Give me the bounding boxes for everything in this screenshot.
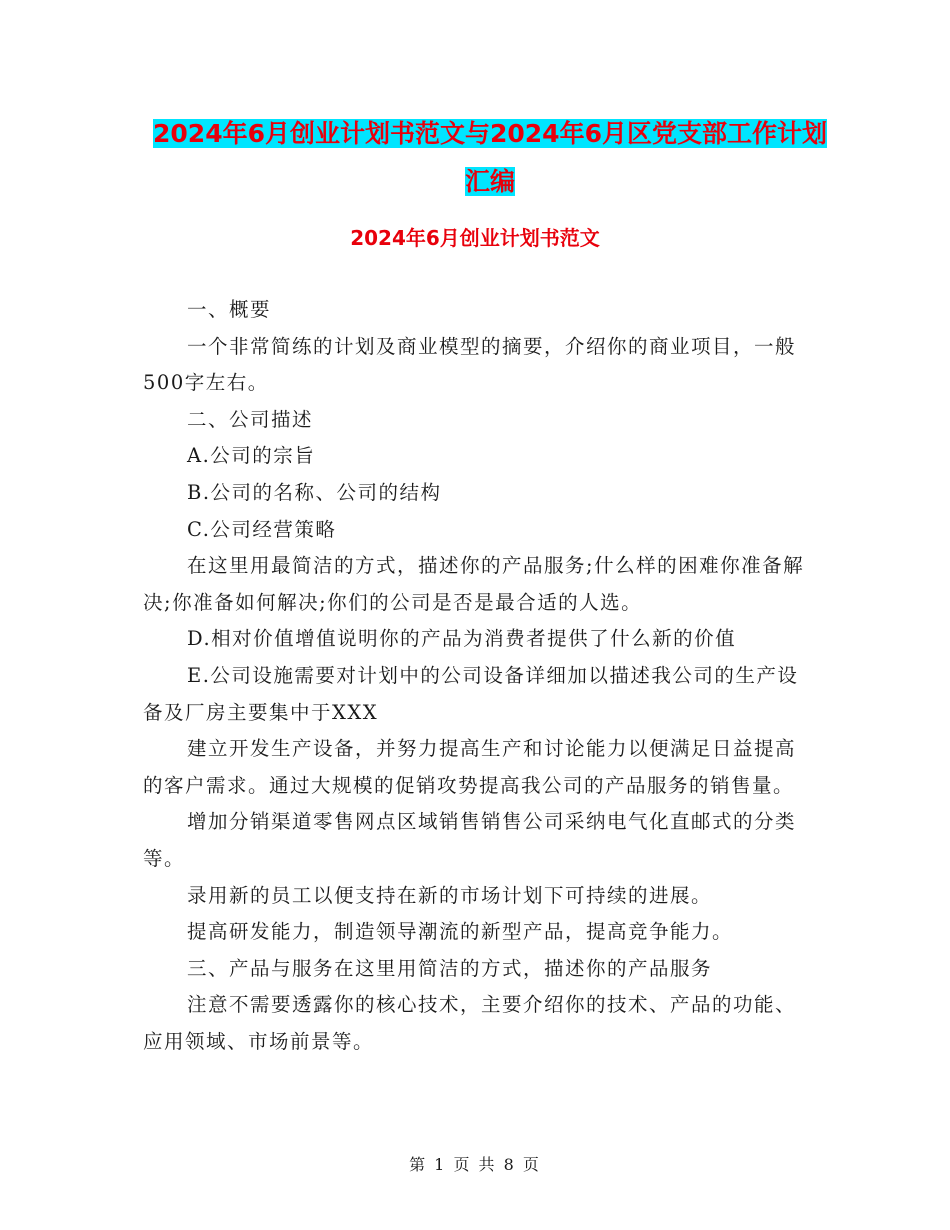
paragraph: 三、产品与服务在这里用简洁的方式，描述你的产品服务 — [187, 956, 713, 980]
document-title-text: 2024年6月创业计划书范文与2024年6月区党支部工作计划汇编 — [153, 119, 827, 196]
document-body — [143, 292, 807, 1060]
paragraph: 建立开发生产设备，并努力提高生产和讨论能力以便满足日益提高的客户需求。通过大规模的促销攻势提高我公司的产品服务的销售量。 — [143, 737, 797, 797]
paragraph: D.相对价值增值说明你的产品为消费者提供了什么新的价值 — [187, 627, 737, 651]
paragraph: A.公司的宗旨 — [187, 444, 316, 468]
paragraph: E.公司设施需要对计划中的公司设备详细加以描述我公司的生产设备及厂房主要集中于XXX — [143, 663, 799, 724]
section-title: 2024年6月创业计划书范文 — [350, 226, 600, 250]
paragraph: 提高研发能力，制造领导潮流的新型产品，提高竞争能力。 — [187, 920, 734, 944]
paragraph: 一个非常简练的计划及商业模型的摘要，介绍你的商业项目，一般500字左右。 — [143, 334, 797, 395]
paragraph: B.公司的名称、公司的结构 — [187, 480, 442, 504]
paragraph: C.公司经营策略 — [187, 517, 337, 541]
paragraph: 注意不需要透露你的核心技术，主要介绍你的技术、产品的功能、应用领域、市场前景等。 — [143, 993, 797, 1053]
paragraph: 录用新的员工以便支持在新的市场计划下可持续的进展。 — [187, 883, 713, 907]
paragraph: 二、公司描述 — [187, 407, 314, 431]
document-title — [150, 110, 830, 206]
paragraph: 一、概要 — [187, 298, 272, 321]
paragraph: 增加分销渠道零售网点区域销售销售公司采纳电气化直邮式的分类等。 — [143, 810, 797, 870]
page-footer: 第 1 页 共 8 页 — [409, 1155, 541, 1174]
paragraph: 在这里用最简洁的方式，描述你的产品服务;什么样的困难你准备解决;你准备如何解决;你们的公司是否是最合适的人选。 — [143, 554, 805, 614]
